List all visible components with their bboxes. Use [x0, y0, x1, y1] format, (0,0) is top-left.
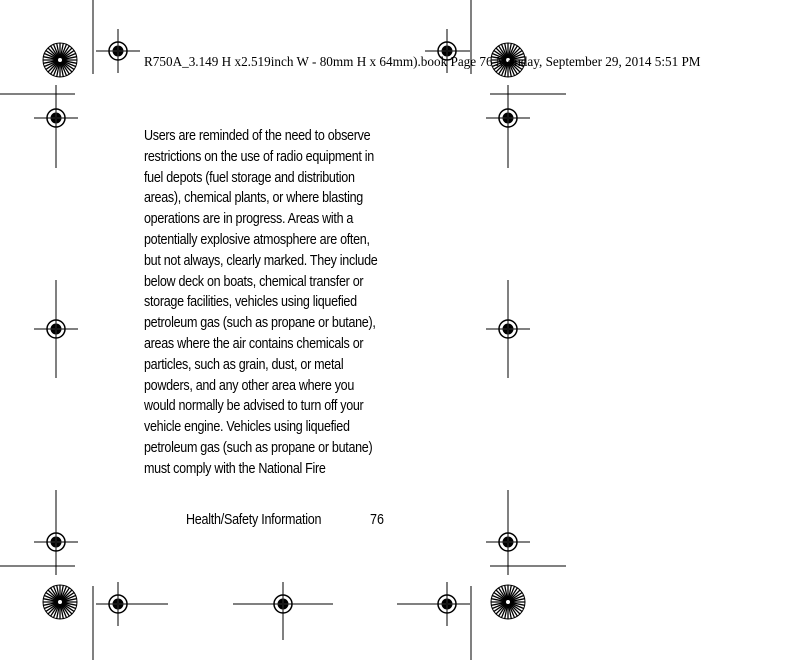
color-wheel-icon [491, 585, 525, 619]
text-line: particles, such as grain, dust, or metal [144, 356, 344, 373]
text-line: areas where the air contains chemicals or [144, 335, 364, 352]
registration-mark-icon [34, 307, 78, 351]
text-line: powders, and any other area where you [144, 377, 355, 394]
color-wheel-icon [43, 43, 77, 77]
text-line: would normally be advised to turn off your [144, 398, 364, 415]
registration-mark-icon [486, 307, 530, 351]
text-line: petroleum gas (such as propane or butane) [144, 439, 373, 456]
text-line: must comply with the National Fire [144, 460, 326, 477]
body-paragraph [144, 126, 385, 480]
registration-mark-icon [34, 96, 78, 140]
text-line: but not always, clearly marked. They include [144, 252, 378, 269]
text-line: storage facilities, vehicles using liquefied [144, 294, 357, 311]
print-slug-header: R750A_3.149 H x2.519inch W - 80mm H x 64mm).book Page 76 Monday, September 29, 2014 5:51 PM [144, 54, 701, 69]
text-line: vehicle engine. Vehicles using liquefied [144, 419, 350, 436]
text-line: areas), chemical plants, or where blasting [144, 190, 363, 207]
registration-mark-icon [34, 520, 78, 564]
text-line: fuel depots (fuel storage and distribution [144, 169, 355, 186]
text-line: operations are in progress. Areas with a [144, 211, 354, 228]
registration-mark-icon [486, 96, 530, 140]
text-line: below deck on boats, chemical transfer or [144, 273, 364, 290]
text-line: potentially explosive atmosphere are often, [144, 231, 370, 248]
footer-section-title: Health/Safety Information [186, 512, 322, 528]
color-wheel-icon [43, 585, 77, 619]
text-line: restrictions on the use of radio equipment in [144, 148, 374, 165]
text-line: Users are reminded of the need to observe [144, 128, 371, 144]
text-line: petroleum gas (such as propane or butane), [144, 315, 376, 332]
registration-mark-icon [486, 520, 530, 564]
page-number: 76 [370, 512, 384, 528]
